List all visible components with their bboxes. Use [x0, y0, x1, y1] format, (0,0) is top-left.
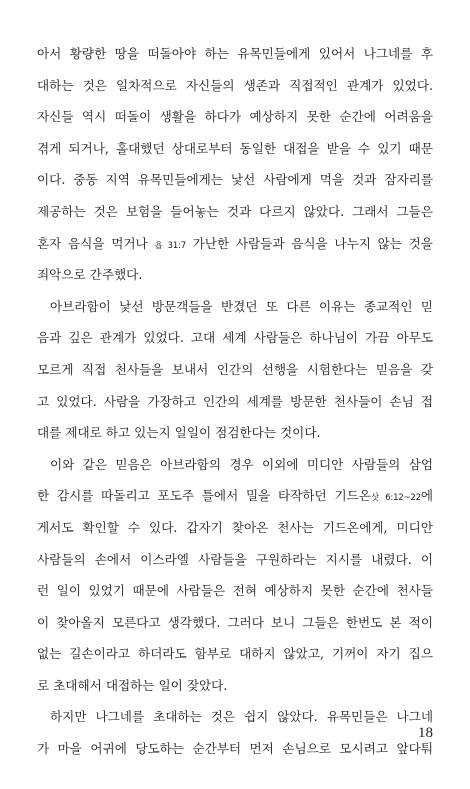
text-segment: 음과 깊은 관계가 있었다. 고대 세계 사람들은 하나님이 가끔 아무도	[37, 330, 433, 346]
text-segment: 하지만 나그네를 초대하는 것은 쉽지 않았다. 유목민들은 나그네	[50, 709, 433, 725]
text-line	[37, 291, 433, 323]
text-segment: 이와 같은 믿음은 아브라함의 경우 이외에 미디안 사람들의 삼엄	[50, 456, 433, 472]
text-line	[37, 480, 433, 512]
text-segment: 죄악으로 간주했다.	[37, 267, 143, 283]
text-segment: 이다. 중동 지역 유목민들에게는 낯선 사람에게 먹을 것과 잠자리를	[37, 172, 433, 188]
text-line	[37, 259, 433, 291]
text-segment: 로 초대해서 대접하는 일이 잦았다.	[37, 677, 228, 693]
text-line	[37, 733, 433, 765]
body-text	[37, 38, 433, 765]
text-segment: 겪게 되거나, 홀대했던 상대로부터 동일한 대접을 받을 수 있기 때문	[37, 140, 433, 156]
text-segment: 없는 길손이라고 하더라도 함부로 대하지 않았고, 기꺼이 자기 집으	[37, 646, 433, 662]
text-segment: 아서 황량한 땅을 떠돌아야 하는 유목민들에게 있어서 나그네를 후	[37, 46, 433, 61]
text-segment: 게서도 확인할 수 있다. 갑자기 찾아온 천사는 기드온에게, 미디안	[37, 519, 433, 535]
text-segment: 에	[420, 488, 433, 504]
text-line	[37, 322, 433, 354]
text-line	[37, 164, 433, 196]
page-number: 18	[418, 725, 433, 741]
text-line	[37, 512, 433, 544]
text-line	[37, 101, 433, 133]
text-segment: 아브라함이 낯선 방문객들을 반겼던 또 다른 이유는 종교적인 믿	[50, 298, 433, 314]
scripture-reference: 욥 31:7	[154, 240, 186, 251]
text-segment: 사람들의 손에서 이스라엘 사람들을 구원하라는 지시를 내렸다. 이	[37, 551, 433, 567]
text-line	[37, 196, 433, 228]
text-segment: 혼자 음식을 먹거나	[37, 235, 148, 251]
text-segment: 대를 제대로 하고 있는지 일일이 점검한다는 것이다.	[37, 425, 321, 441]
text-segment: 대하는 것은 일차적으로 자신들의 생존과 직접적인 관계가 있었다.	[37, 77, 433, 93]
text-line	[37, 354, 433, 386]
scripture-reference: 삿 6:12~22	[370, 493, 421, 504]
text-segment: 런 일이 있었기 때문에 사람들은 전혀 예상하지 못한 순간에 천사들	[37, 583, 433, 599]
text-line	[37, 544, 433, 576]
text-line	[37, 228, 433, 260]
text-line	[37, 386, 433, 418]
text-segment: 모르게 직접 천사들을 보내서 인간의 선행을 시험한다는 믿음을 갖	[37, 361, 433, 377]
text-segment: 이 찾아올지 모른다고 생각했다. 그러다 보니 그들은 한번도 본 적이	[37, 614, 433, 630]
text-line	[37, 575, 433, 607]
text-line	[37, 701, 433, 733]
text-segment: 고 있었다. 사람을 가장하고 인간의 세계를 방문한 천사들이 손님 접	[37, 393, 433, 409]
text-segment: 자신들 역시 떠돌이 생활을 하다가 예상하지 못한 순간에 어려움을	[37, 109, 433, 125]
text-line	[37, 670, 433, 702]
text-segment: 제공하는 것은 보험을 들어놓는 것과 다르지 않았다. 그래서 그들은	[37, 203, 433, 219]
text-line	[37, 70, 433, 102]
text-line	[37, 449, 433, 481]
text-line	[37, 607, 433, 639]
text-segment: 가 마을 어귀에 당도하는 순간부터 먼저 손님으로 모시려고 앞다퉈	[37, 741, 433, 757]
text-line	[37, 133, 433, 165]
text-segment: 한 감시를 따돌리고 포도주 틀에서 밀을 타작하던 기드온	[37, 488, 371, 504]
text-segment: 가난한 사람들과 음식을 나누지 않는 것을	[185, 235, 433, 251]
text-line	[37, 638, 433, 670]
text-line	[37, 417, 433, 449]
text-line	[37, 38, 433, 70]
